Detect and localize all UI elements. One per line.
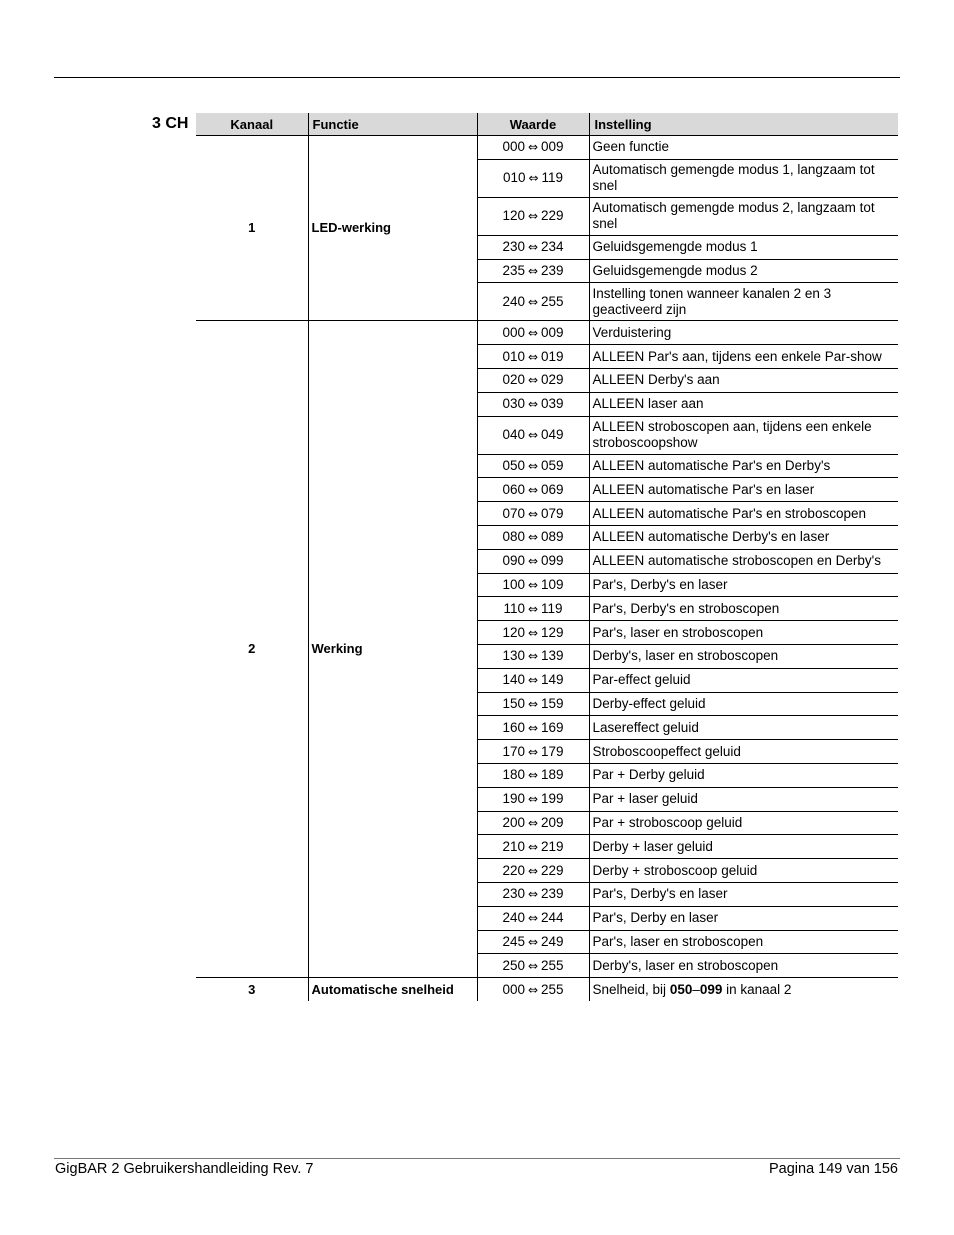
range-from: 240 [502, 293, 525, 309]
value-range [477, 549, 589, 573]
value-range [477, 392, 589, 416]
header-setting: Instelling [589, 113, 898, 136]
double-arrow-icon: ⇔ [527, 839, 539, 854]
setting-description: Automatisch gemengde modus 2, langzaam tot snel [589, 197, 898, 235]
double-arrow-icon: ⇔ [527, 263, 539, 278]
double-arrow-icon: ⇔ [527, 294, 539, 309]
setting-description: ALLEEN automatische Par's en Derby's [589, 454, 898, 478]
double-arrow-icon: ⇔ [527, 934, 539, 949]
double-arrow-icon: ⇔ [527, 373, 539, 388]
channel-function: Werking [308, 321, 477, 978]
range-from: 160 [502, 719, 525, 735]
range-to: 239 [541, 262, 564, 278]
setting-description: ALLEEN automatische stroboscopen en Derby's [589, 549, 898, 573]
setting-part: 099 [699, 981, 723, 997]
value-range [477, 283, 589, 321]
range-to: 069 [541, 481, 564, 497]
range-from: 000 [502, 139, 525, 155]
header-function: Functie [308, 113, 477, 136]
range-from: 230 [502, 886, 525, 902]
setting-description: Geen functie [589, 136, 898, 160]
double-arrow-icon: ⇔ [527, 863, 539, 878]
range-to: 099 [541, 553, 564, 569]
value-range [477, 259, 589, 283]
setting-description: ALLEEN laser aan [589, 392, 898, 416]
double-arrow-icon: ⇔ [527, 601, 539, 616]
header-channel: Kanaal [196, 113, 308, 136]
range-to: 039 [541, 396, 564, 412]
range-from: 070 [502, 505, 525, 521]
setting-description: Geluidsgemengde modus 1 [589, 235, 898, 259]
range-from: 040 [502, 427, 525, 443]
setting-description: Geluidsgemengde modus 2 [589, 259, 898, 283]
value-range [477, 454, 589, 478]
range-from: 190 [502, 791, 525, 807]
double-arrow-icon: ⇔ [527, 911, 539, 926]
setting-description: Par's, laser en stroboscopen [589, 930, 898, 954]
channel-function: Automatische snelheid [308, 978, 477, 1001]
double-arrow-icon: ⇔ [527, 530, 539, 545]
double-arrow-icon: ⇔ [527, 625, 539, 640]
section-label: 3 CH [152, 115, 189, 132]
value-range [477, 930, 589, 954]
value-range [477, 978, 589, 1001]
range-to: 229 [541, 862, 564, 878]
value-range [477, 368, 589, 392]
value-range [477, 345, 589, 369]
range-from: 130 [502, 648, 525, 664]
value-range [477, 235, 589, 259]
setting-part: – [692, 981, 700, 997]
setting-part: 050 [669, 981, 693, 997]
range-from: 120 [502, 624, 525, 640]
setting-description: Derby-effect geluid [589, 692, 898, 716]
range-from: 250 [502, 957, 525, 973]
range-to: 229 [541, 208, 564, 224]
setting-description: ALLEEN stroboscopen aan, tijdens een enkele stroboscoopshow [589, 416, 898, 454]
range-to: 059 [541, 457, 564, 473]
double-arrow-icon: ⇔ [527, 482, 539, 497]
range-to: 119 [541, 600, 563, 616]
setting-description: Par-effect geluid [589, 668, 898, 692]
value-range [477, 136, 589, 160]
setting-description: Stroboscoopeffect geluid [589, 740, 898, 764]
value-range [477, 416, 589, 454]
range-from: 050 [502, 457, 525, 473]
range-from: 000 [502, 981, 525, 997]
setting-description: ALLEEN automatische Derby's en laser [589, 525, 898, 549]
table-header-row [196, 113, 898, 136]
range-from: 110 [503, 600, 525, 616]
range-from: 060 [502, 481, 525, 497]
value-range [477, 835, 589, 859]
channel-number: 1 [196, 136, 308, 321]
double-arrow-icon: ⇔ [527, 958, 539, 973]
range-from: 220 [502, 862, 525, 878]
value-range [477, 882, 589, 906]
range-to: 255 [541, 293, 564, 309]
dmx-channel-table [196, 113, 898, 1001]
range-from: 020 [502, 372, 525, 388]
range-to: 009 [541, 139, 564, 155]
range-from: 210 [502, 838, 525, 854]
range-from: 180 [502, 767, 525, 783]
double-arrow-icon: ⇔ [527, 768, 539, 783]
header-rule [54, 77, 900, 78]
value-range [477, 197, 589, 235]
double-arrow-icon: ⇔ [527, 577, 539, 592]
double-arrow-icon: ⇔ [527, 140, 539, 155]
value-range [477, 573, 589, 597]
double-arrow-icon: ⇔ [527, 209, 539, 224]
channel-number: 3 [248, 981, 256, 997]
double-arrow-icon: ⇔ [527, 696, 539, 711]
value-range [477, 954, 589, 978]
range-to: 209 [541, 814, 564, 830]
range-from: 170 [502, 743, 525, 759]
setting-description: Par + Derby geluid [589, 763, 898, 787]
range-from: 010 [502, 170, 526, 186]
double-arrow-icon: ⇔ [527, 887, 539, 902]
double-arrow-icon: ⇔ [527, 428, 539, 443]
setting-description: Instelling tonen wanneer kanalen 2 en 3 geactiveerd zijn [589, 283, 898, 321]
range-to: 219 [541, 838, 564, 854]
channel-number: 2 [196, 321, 308, 978]
setting-description: Automatisch gemengde modus 1, langzaam tot snel [589, 159, 898, 197]
value-range [477, 321, 589, 345]
range-from: 090 [502, 553, 525, 569]
table-row [196, 978, 898, 1001]
range-from: 140 [502, 672, 525, 688]
range-to: 109 [541, 576, 564, 592]
value-range [477, 906, 589, 930]
value-range [477, 716, 589, 740]
double-arrow-icon: ⇔ [527, 458, 539, 473]
range-from: 120 [502, 208, 525, 224]
setting-description: ALLEEN automatische Par's en stroboscopen [589, 502, 898, 526]
range-to: 129 [541, 624, 564, 640]
value-range [477, 159, 589, 197]
range-from: 080 [502, 529, 525, 545]
double-arrow-icon: ⇔ [527, 982, 539, 997]
double-arrow-icon: ⇔ [528, 171, 539, 186]
value-range [477, 668, 589, 692]
value-range [477, 644, 589, 668]
range-from: 245 [502, 933, 525, 949]
range-to: 249 [541, 933, 564, 949]
range-to: 009 [541, 324, 564, 340]
range-to: 139 [541, 648, 564, 664]
table-body [196, 136, 898, 1001]
range-to: 029 [541, 372, 564, 388]
value-range [477, 478, 589, 502]
table-row [196, 321, 898, 345]
double-arrow-icon: ⇔ [527, 506, 539, 521]
setting-description: Derby's, laser en stroboscopen [589, 644, 898, 668]
setting-description: Derby + stroboscoop geluid [589, 859, 898, 883]
setting-description [589, 978, 898, 1001]
setting-description: ALLEEN automatische Par's en laser [589, 478, 898, 502]
footer-manual-title: GigBAR 2 Gebruikershandleiding Rev. 7 [55, 1161, 314, 1177]
range-to: 234 [541, 239, 564, 255]
range-to: 244 [541, 910, 564, 926]
double-arrow-icon: ⇔ [527, 397, 539, 412]
range-to: 049 [541, 427, 564, 443]
value-range [477, 763, 589, 787]
setting-description: Par + stroboscoop geluid [589, 811, 898, 835]
double-arrow-icon: ⇔ [527, 554, 539, 569]
range-to: 179 [541, 743, 564, 759]
setting-description: Par's, Derby's en stroboscopen [589, 597, 898, 621]
value-range [477, 859, 589, 883]
setting-description: Derby + laser geluid [589, 835, 898, 859]
range-to: 119 [541, 170, 564, 186]
double-arrow-icon: ⇔ [527, 649, 539, 664]
setting-description: ALLEEN Derby's aan [589, 368, 898, 392]
range-to: 149 [541, 672, 564, 688]
range-from: 230 [502, 239, 525, 255]
value-range [477, 502, 589, 526]
setting-description: Verduistering [589, 321, 898, 345]
range-from: 100 [502, 576, 525, 592]
range-to: 239 [541, 886, 564, 902]
double-arrow-icon: ⇔ [527, 815, 539, 830]
double-arrow-icon: ⇔ [527, 792, 539, 807]
channel-function: LED-werking [308, 136, 477, 321]
value-range [477, 811, 589, 835]
range-from: 240 [502, 910, 525, 926]
setting-description: Derby's, laser en stroboscopen [589, 954, 898, 978]
value-range [477, 621, 589, 645]
setting-description: Par's, Derby en laser [589, 906, 898, 930]
setting-description: Par's, laser en stroboscopen [589, 621, 898, 645]
setting-description: Lasereffect geluid [589, 716, 898, 740]
range-to: 255 [541, 981, 564, 997]
setting-part: Snelheid, bij [592, 981, 670, 997]
footer-rule [54, 1158, 900, 1159]
range-from: 000 [502, 324, 525, 340]
range-to: 199 [541, 791, 564, 807]
double-arrow-icon: ⇔ [527, 325, 539, 340]
range-from: 030 [502, 396, 525, 412]
range-from: 235 [502, 262, 525, 278]
value-range [477, 740, 589, 764]
table-row [196, 136, 898, 160]
range-to: 079 [541, 505, 564, 521]
double-arrow-icon: ⇔ [527, 349, 539, 364]
setting-part: in kanaal 2 [722, 981, 792, 997]
setting-description: Par's, Derby's en laser [589, 882, 898, 906]
value-range [477, 787, 589, 811]
range-to: 169 [541, 719, 564, 735]
setting-description: Par + laser geluid [589, 787, 898, 811]
range-from: 150 [502, 695, 525, 711]
footer-page-number: Pagina 149 van 156 [769, 1161, 898, 1177]
setting-description: ALLEEN Par's aan, tijdens een enkele Par-show [589, 345, 898, 369]
value-range [477, 692, 589, 716]
double-arrow-icon: ⇔ [527, 673, 539, 688]
setting-description: Par's, Derby's en laser [589, 573, 898, 597]
value-range [477, 525, 589, 549]
range-from: 200 [502, 814, 525, 830]
header-value: Waarde [477, 113, 589, 136]
range-to: 189 [541, 767, 564, 783]
range-to: 159 [541, 695, 564, 711]
value-range [477, 597, 589, 621]
double-arrow-icon: ⇔ [527, 744, 539, 759]
range-to: 019 [541, 348, 564, 364]
range-to: 089 [541, 529, 564, 545]
double-arrow-icon: ⇔ [527, 720, 539, 735]
range-from: 010 [502, 348, 525, 364]
double-arrow-icon: ⇔ [527, 240, 539, 255]
range-to: 255 [541, 957, 564, 973]
